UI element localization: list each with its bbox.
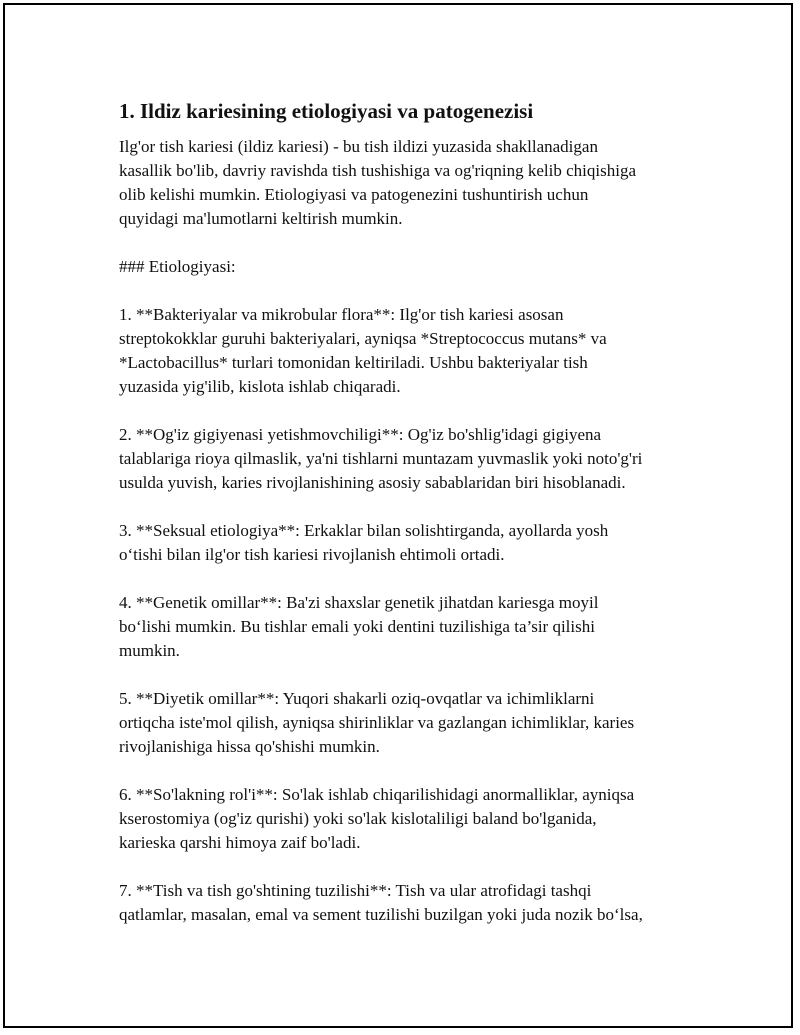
text-line: ortiqcha iste'mol qilish, ayniqsa shirinliklar va gazlangan ichimliklar, karies	[119, 713, 635, 732]
text-line: yuzasida yig'ilib, kislota ishlab chiqaradi.	[119, 377, 401, 396]
text-line: 3. **Seksual etiologiya**: Erkaklar bilan solishtirganda, ayollarda yosh	[119, 521, 609, 540]
text-line: usulda yuvish, karies rivojlanishining asosiy sabablaridan biri hisoblanadi.	[119, 473, 626, 492]
page-frame	[3, 3, 793, 1028]
text-line: olib kelishi mumkin. Etiologiyasi va patogenezini tushuntirish uchun	[119, 185, 589, 204]
list-item-tooth-structure	[119, 879, 719, 927]
text-line: 6. **So'lakning rol'i**: So'lak ishlab chiqarilishidagi anormalliklar, ayniqsa	[119, 785, 635, 804]
text-line: rivojlanishiga hissa qo'shishi mumkin.	[119, 737, 380, 756]
text-line: *Lactobacillus* turlari tomonidan keltiriladi. Ushbu bakteriyalar tish	[119, 353, 588, 372]
text-line: qatlamlar, masalan, emal va sement tuzilishi buzilgan yoki juda nozik bo‘lsa,	[119, 905, 643, 924]
text-line: Ilg'or tish kariesi (ildiz kariesi) - bu tish ildizi yuzasida shakllanadigan	[119, 137, 598, 156]
text-line: o‘tishi bilan ilg'or tish kariesi rivojlanish ehtimoli ortadi.	[119, 545, 505, 564]
text-line: streptokokklar guruhi bakteriyalari, ayniqsa *Streptococcus mutans* va	[119, 329, 607, 348]
text-line: bo‘lishi mumkin. Bu tishlar emali yoki dentini tuzilishiga ta’sir qilishi	[119, 617, 595, 636]
text-line: mumkin.	[119, 641, 180, 660]
text-line: talablariga rioya qilmaslik, ya'ni tishlarni muntazam yuvmaslik yoki noto'g'ri	[119, 449, 643, 468]
text-line: kserostomiya (og'iz qurishi) yoki so'lak kislotaliligi baland bo'lganida,	[119, 809, 597, 828]
list-item-sexual-etiology	[119, 519, 719, 567]
list-item-saliva	[119, 783, 719, 855]
text-line: 4. **Genetik omillar**: Ba'zi shaxslar genetik jihatdan kariesga moyil	[119, 593, 599, 612]
page-title: 1. Ildiz kariesining etiologiyasi va patogenezisi	[119, 99, 534, 123]
list-item-diet	[119, 687, 719, 759]
text-line: ### Etiologiyasi:	[119, 257, 236, 276]
text-line: quyidagi ma'lumotlarni keltirish mumkin.	[119, 209, 403, 228]
list-item-hygiene	[119, 423, 719, 495]
section-heading-etiology	[119, 255, 719, 279]
intro-paragraph	[119, 135, 719, 231]
text-line: 5. **Diyetik omillar**: Yuqori shakarli oziq-ovqatlar va ichimliklarni	[119, 689, 595, 708]
list-item-genetic	[119, 591, 719, 663]
text-line: kasallik bo'lib, davriy ravishda tish tushishiga va og'riqning kelib chiqishiga	[119, 161, 636, 180]
document-body	[119, 97, 719, 951]
text-line: 7. **Tish va tish go'shtining tuzilishi**: Tish va ular atrofidagi tashqi	[119, 881, 592, 900]
text-line: karieska qarshi himoya zaif bo'ladi.	[119, 833, 361, 852]
text-line: 2. **Og'iz gigiyenasi yetishmovchiligi**: Og'iz bo'shlig'idagi gigiyena	[119, 425, 602, 444]
list-item-bacteria	[119, 303, 719, 399]
text-line: 1. **Bakteriyalar va mikrobular flora**: Ilg'or tish kariesi asosan	[119, 305, 564, 324]
